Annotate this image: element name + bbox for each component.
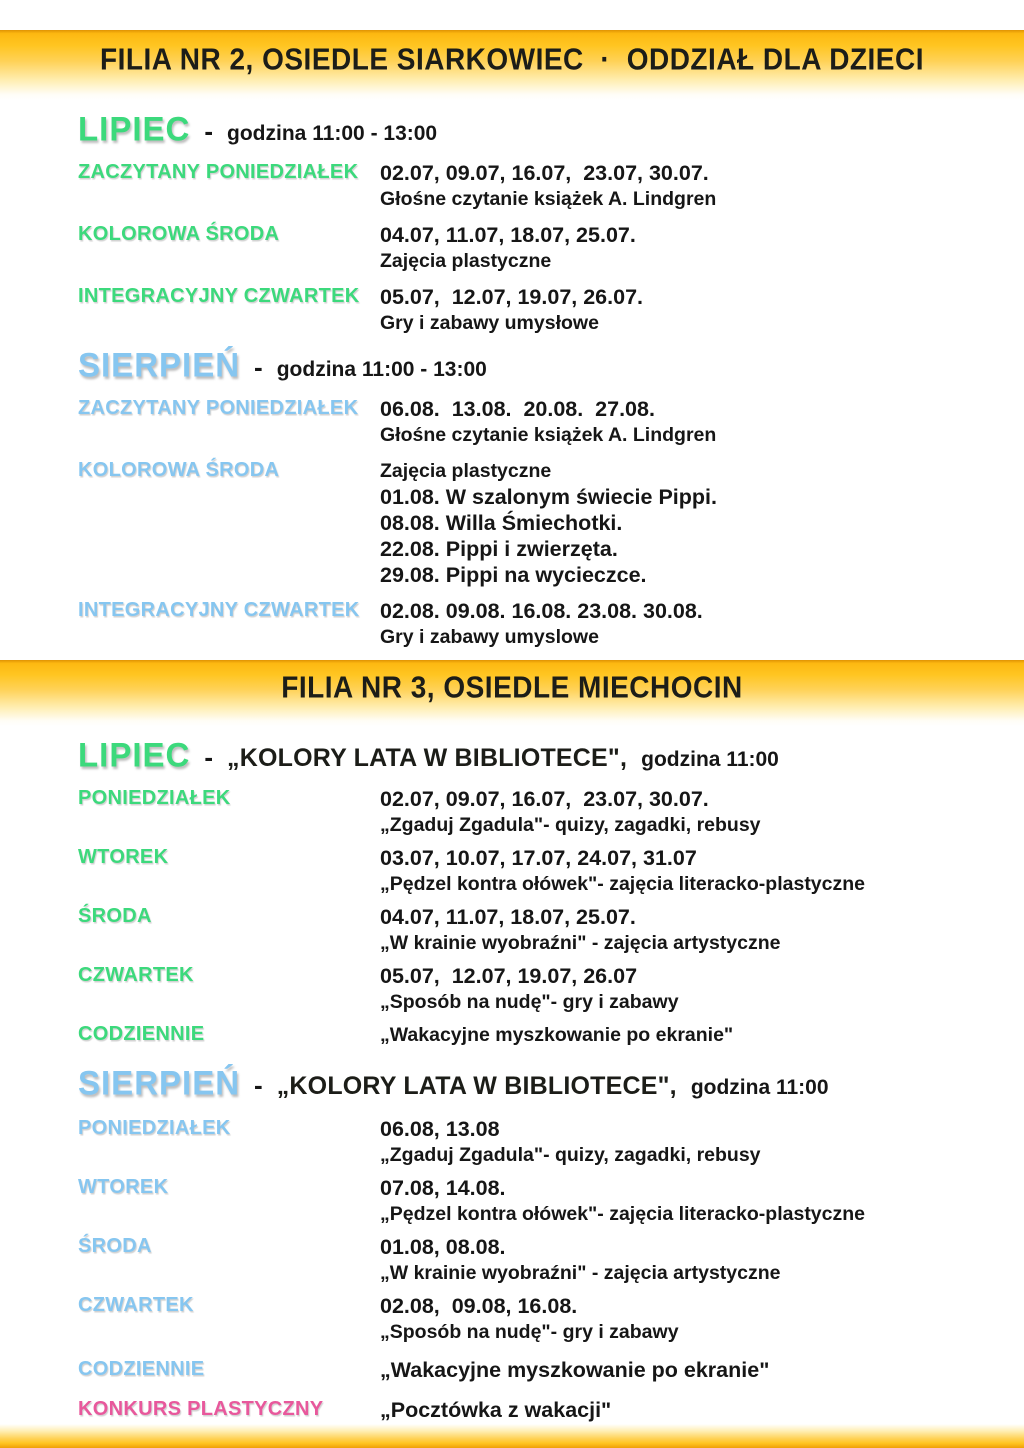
row-values — [380, 160, 716, 212]
row-description: Głośne czytanie książek A. Lindgren — [380, 188, 717, 210]
month-name: LIPIEC — [78, 109, 191, 148]
schedule-row — [78, 845, 994, 897]
row-description: „W krainie wyobraźni" - zajęcia artystyczne — [380, 932, 781, 954]
month-hours: godzina 11:00 — [690, 1076, 829, 1099]
row-values — [380, 1357, 769, 1383]
row-dates: 06.08, 13.08 — [380, 1117, 500, 1141]
month-sierpien-filia2 — [78, 346, 994, 650]
row-dates: 02.08, 09.08, 16.08. — [380, 1294, 578, 1318]
section2-content — [0, 736, 1024, 1423]
row-dates: 07.08, 14.08. — [380, 1176, 506, 1200]
row-dates: 04.07, 11.07, 18.07, 25.07. — [380, 905, 636, 929]
schedule-row — [78, 598, 994, 650]
row-description: „Wakacyjne myszkowanie po ekranie" — [380, 1024, 734, 1046]
schedule-row — [78, 458, 994, 588]
month-heading — [78, 346, 994, 384]
row-label: WTOREK — [78, 1176, 169, 1198]
schedule-row — [78, 1116, 994, 1168]
row-dates: 02.07, 09.07, 16.07, 23.07, 30.07. — [380, 787, 709, 811]
row-description: „Pędzel kontra ołówek"- zajęcia literacko-plastyczne — [380, 873, 866, 895]
row-values — [380, 1116, 761, 1168]
schedule-row — [78, 1022, 994, 1048]
row-description: „Zgaduj Zgadula"- quizy, zagadki, rebusy — [380, 814, 761, 836]
row-description: Głośne czytanie książek A. Lindgren — [380, 424, 717, 446]
month-heading — [78, 1064, 994, 1102]
month-sierpien-filia3 — [78, 1064, 994, 1423]
row-description: „Pędzel kontra ołówek"- zajęcia literacko-plastyczne — [380, 1203, 866, 1225]
row-values — [380, 963, 679, 1015]
row-label: KONKURS PLASTYCZNY — [78, 1398, 324, 1420]
row-values — [380, 1234, 780, 1286]
row-event: 01.08. W szalonym świecie Pippi. — [380, 485, 717, 509]
month-program-title: „KOLORY LATA W BIBLIOTECE", — [276, 1072, 677, 1100]
row-label: ZACZYTANY PONIEDZIAŁEK — [78, 397, 359, 419]
month-hours: godzina 11:00 — [641, 748, 779, 771]
row-description: „Sposób na nudę"- gry i zabawy — [380, 991, 679, 1013]
row-label: CZWARTEK — [78, 1294, 194, 1316]
row-description: „W krainie wyobraźni" - zajęcia artystyczne — [380, 1262, 781, 1284]
schedule-row — [78, 160, 994, 212]
row-values — [380, 1022, 733, 1048]
month-heading — [78, 110, 994, 148]
row-description: Zajęcia plastyczne — [380, 250, 552, 272]
row-description: „Pocztówka z wakacji" — [380, 1398, 612, 1422]
row-values — [380, 1293, 679, 1345]
schedule-row — [78, 396, 994, 448]
row-event: 29.08. Pippi na wycieczce. — [380, 563, 647, 587]
row-values — [380, 598, 703, 650]
row-values — [380, 786, 761, 838]
row-dates: 04.07, 11.07, 18.07, 25.07. — [380, 223, 636, 247]
section1-content — [0, 110, 1024, 650]
row-values — [380, 396, 716, 448]
row-label: KOLOROWA ŚRODA — [78, 459, 280, 481]
schedule-row — [78, 786, 994, 838]
row-description: Gry i zabawy umysłowe — [380, 312, 599, 334]
row-event: 22.08. Pippi i zwierzęta. — [380, 537, 618, 561]
row-label: CODZIENNIE — [78, 1023, 205, 1045]
section1-header-bar — [0, 30, 1024, 100]
row-label: INTEGRACYJNY CZWARTEK — [78, 285, 360, 307]
row-label: PONIEDZIAŁEK — [78, 787, 231, 809]
row-description: „Sposób na nudę"- gry i zabawy — [380, 1321, 679, 1343]
row-dates: 06.08. 13.08. 20.08. 27.08. — [380, 397, 655, 421]
schedule-row — [78, 1397, 994, 1423]
month-lipiec-filia2 — [78, 110, 994, 336]
row-label: CZWARTEK — [78, 964, 194, 986]
row-label: PONIEDZIAŁEK — [78, 1117, 231, 1139]
row-dates: 01.08, 08.08. — [380, 1235, 506, 1259]
row-label: ZACZYTANY PONIEDZIAŁEK — [78, 161, 359, 183]
section2-title: FILIA NR 3, OSIEDLE MIECHOCIN — [281, 670, 743, 705]
row-label: ŚRODA — [78, 905, 152, 927]
row-dates: 05.07, 12.07, 19.07, 26.07 — [380, 964, 638, 988]
schedule-row — [78, 284, 994, 336]
schedule-row — [78, 963, 994, 1015]
schedule-row — [78, 1293, 994, 1345]
row-dates: 05.07, 12.07, 19.07, 26.07. — [380, 285, 643, 309]
row-values — [380, 1397, 611, 1423]
month-name: SIERPIEŃ — [78, 345, 241, 384]
month-name: LIPIEC — [78, 735, 191, 774]
row-description: „Wakacyjne myszkowanie po ekranie" — [380, 1358, 770, 1382]
row-event: 08.08. Willa Śmiechotki. — [380, 511, 623, 535]
row-label: KOLOROWA ŚRODA — [78, 223, 280, 245]
row-dates: 02.08. 09.08. 16.08. 23.08. 30.08. — [380, 599, 703, 623]
month-dash: - — [254, 352, 263, 382]
row-label: CODZIENNIE — [78, 1358, 205, 1380]
row-description: Gry i zabawy umyslowe — [380, 626, 599, 648]
footer-bar — [0, 1424, 1024, 1448]
row-values — [380, 222, 636, 274]
schedule-row — [78, 1175, 994, 1227]
schedule-row — [78, 1234, 994, 1286]
month-hours: godzina 11:00 - 13:00 — [227, 122, 438, 145]
row-values — [380, 458, 717, 588]
row-values — [380, 845, 865, 897]
month-dash: - — [204, 116, 214, 146]
row-description: Zajęcia plastyczne — [380, 460, 552, 482]
row-values — [380, 284, 643, 336]
row-dates: 03.07, 10.07, 17.07, 24.07, 31.07 — [380, 846, 697, 870]
row-label: WTOREK — [78, 846, 169, 868]
row-description: „Zgaduj Zgadula"- quizy, zagadki, rebusy — [380, 1144, 761, 1166]
row-dates: 02.07, 09.07, 16.07, 23.07, 30.07. — [380, 161, 709, 185]
month-name: SIERPIEŃ — [78, 1063, 241, 1102]
month-lipiec-filia3 — [78, 736, 994, 1048]
row-values — [380, 904, 780, 956]
row-label: ŚRODA — [78, 1235, 152, 1257]
section1-title: FILIA NR 2, OSIEDLE SIARKOWIEC · ODDZIAŁ DLA DZIECI — [100, 42, 924, 77]
section2-header-bar — [0, 660, 1024, 726]
schedule-row — [78, 222, 994, 274]
schedule-row — [78, 904, 994, 956]
month-dash: - — [204, 742, 214, 772]
schedule-row — [78, 1357, 994, 1383]
month-program-title: „KOLORY LATA W BIBLIOTECE", — [227, 744, 628, 772]
month-hours: godzina 11:00 - 13:00 — [276, 358, 487, 381]
month-dash: - — [254, 1070, 263, 1100]
month-heading — [78, 736, 994, 774]
row-values — [380, 1175, 865, 1227]
row-label: INTEGRACYJNY CZWARTEK — [78, 599, 360, 621]
